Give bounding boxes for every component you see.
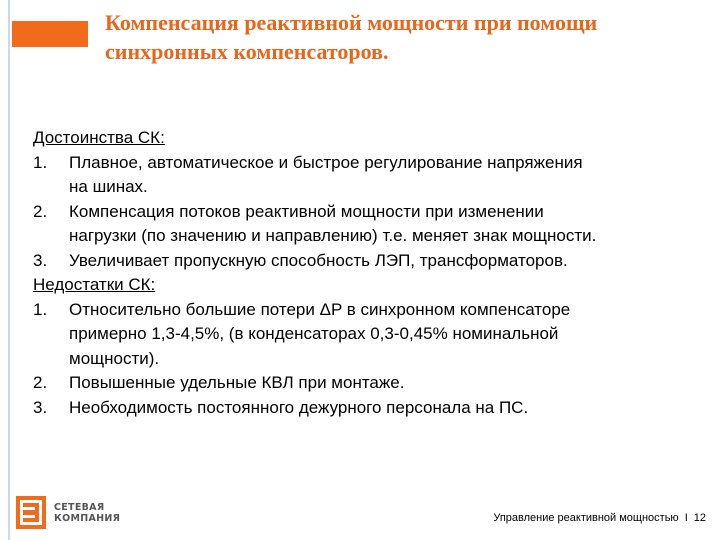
company-logo: [16, 496, 120, 529]
list-item: [33, 200, 703, 249]
list-item: [33, 151, 703, 200]
item-text: на шинах.: [69, 177, 148, 196]
item-text: мощности).: [69, 348, 160, 368]
logo-text: [54, 502, 120, 524]
item-number: 1.: [33, 299, 48, 319]
accent-block: [12, 21, 88, 47]
footer-separator: I: [684, 512, 688, 524]
item-text: Повышенные удельные КВЛ при монтаже.: [69, 373, 405, 392]
disadvantages-list: [33, 298, 703, 421]
item-number: 1.: [33, 152, 48, 172]
item-text: Увеличивает пропускную способность ЛЭП, трансформаторов.: [69, 250, 568, 270]
advantages-heading: Достоинства СК:: [33, 128, 165, 147]
footer-title: Управление реактивной мощностью: [493, 512, 679, 524]
item-text: нагрузки (по значению и направлению) т.е. меняет знак мощности.: [69, 226, 597, 245]
title-line-1: Компенсация реактивной мощности при помощи: [105, 10, 598, 35]
advantages-list: [33, 151, 703, 274]
list-item: [33, 396, 703, 421]
left-rule: [8, 0, 10, 540]
logo-text-line-2: КОМПАНИЯ: [54, 512, 121, 524]
item-number: 3.: [33, 250, 48, 270]
list-item: [33, 298, 703, 372]
item-text: Необходимость постоянного дежурного персонала на ПС.: [69, 397, 529, 417]
item-text: Компенсация потоков реактивной мощности при изменении: [69, 201, 544, 221]
item-text: Плавное, автоматическое и быстрое регулирование напряжения: [69, 152, 583, 172]
page-title: [105, 8, 705, 66]
item-number: 2.: [33, 201, 48, 221]
title-line-2: синхронных компенсаторов.: [105, 39, 389, 64]
slide-content: [33, 126, 703, 420]
logo-mark-icon: [16, 496, 46, 529]
list-item: [33, 249, 703, 274]
disadvantages-heading: Недостатки СК:: [33, 275, 156, 294]
page-number: 12: [693, 512, 706, 524]
list-item: [33, 371, 703, 396]
item-text: примерно 1,3-4,5%, (в конденсаторах 0,3-0,45% номинальной: [69, 324, 559, 343]
logo-text-line-1: СЕТЕВАЯ: [54, 501, 105, 513]
footer: [493, 512, 706, 524]
item-text: Относительно большие потери ΔP в синхронном компенсаторе: [69, 299, 571, 319]
item-number: 3.: [33, 397, 48, 417]
item-number: 2.: [33, 373, 48, 392]
